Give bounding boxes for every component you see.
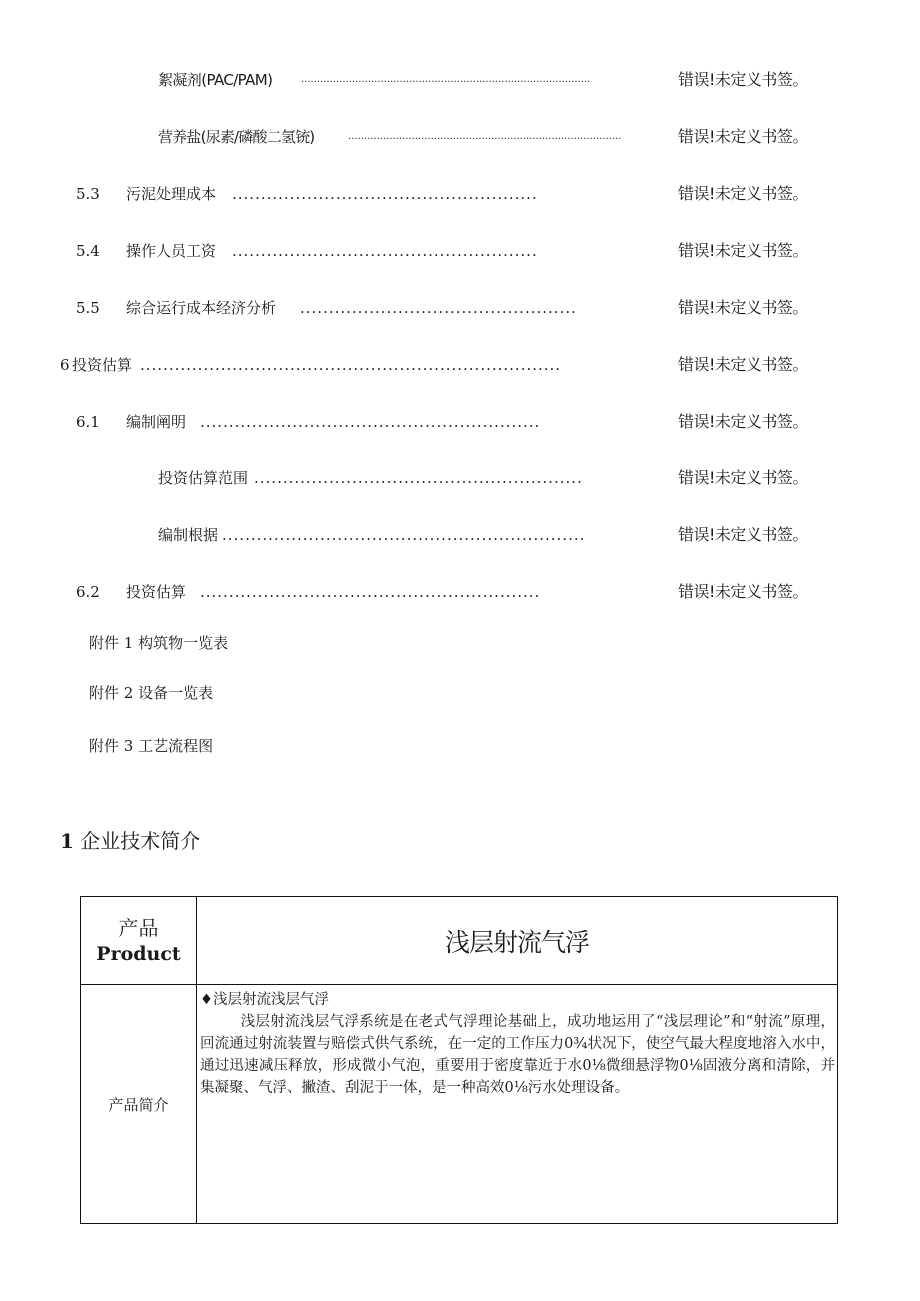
toc-entry-page: 错误!未定义书签。 — [678, 525, 808, 544]
toc-entry[interactable] — [158, 466, 818, 490]
toc-entry-page: 错误!未定义书签。 — [678, 184, 808, 203]
toc-leader-dots: ......................................................................... — [140, 356, 562, 374]
toc-entry-page: 错误!未定义书签。 — [678, 298, 808, 317]
toc-entry-number: 6.1 — [76, 413, 100, 431]
toc-entry-page: 错误!未定义书签。 — [678, 241, 808, 260]
toc-leader-dots: ................................................ — [300, 299, 577, 317]
toc-appendix[interactable]: 附件 3 工艺流程图 — [89, 737, 214, 755]
product-intro-cell — [197, 985, 838, 1224]
product-label-cell — [81, 897, 197, 985]
toc-entry-title: 编制根据 — [158, 526, 219, 544]
toc-entry[interactable] — [158, 68, 818, 92]
toc-entry-page: 错误!未定义书签。 — [678, 412, 808, 431]
toc-entry-number: 5.4 — [76, 242, 100, 260]
product-intro-bullet: ♦浅层射流浅层气浮 — [200, 992, 329, 1008]
toc-appendix[interactable]: 附件 1 构筑物一览表 — [89, 634, 229, 652]
toc-leader-dots: ........................................................... — [200, 413, 541, 431]
toc-entry-title: 综合运行成本经济分析 — [126, 299, 277, 317]
toc-entry-title: 营养盐(尿素/磷酸二氢铳) — [158, 128, 315, 146]
toc-leader-dots: ..................................................... — [232, 242, 538, 260]
product-name: 浅层射流气浮 — [197, 897, 838, 985]
toc-entry-title: 投资估算 — [72, 356, 133, 374]
toc-entry[interactable] — [76, 580, 818, 604]
toc-entry-page: 错误!未定义书签。 — [678, 468, 808, 487]
toc-leader-dots: ........................................................................................... — [301, 74, 591, 85]
toc-entry-title: 操作人员工资 — [126, 242, 217, 260]
section-title: 企业技术简介 — [80, 829, 201, 853]
toc-entry-title: 投资估算 — [126, 583, 187, 601]
product-table — [80, 896, 838, 1224]
toc-entry-page: 错误!未定义书签。 — [678, 582, 808, 601]
toc-entry[interactable] — [76, 182, 818, 206]
toc-entry-page: 错误!未定义书签。 — [678, 127, 808, 146]
section-number: 1 — [60, 829, 74, 853]
toc-entry-number: 6.2 — [76, 583, 100, 601]
toc-entry-number: 6 — [60, 356, 70, 374]
toc-leader-dots: ......................................................... — [254, 469, 583, 487]
toc-leader-dots: ............................................................... — [222, 526, 586, 544]
toc-entry-title: 污泥处理成本 — [126, 185, 217, 203]
toc-entry[interactable] — [76, 410, 818, 434]
toc-entry[interactable] — [76, 239, 818, 263]
product-label-en: Product — [96, 942, 181, 965]
toc-entry-title: 投资估算范围 — [158, 469, 249, 487]
section-heading — [60, 827, 200, 855]
toc-entry-title: 编制阐明 — [126, 413, 187, 431]
toc-entry-number: 5.5 — [76, 299, 100, 317]
product-label-cn: 产品 — [118, 915, 159, 940]
toc-leader-dots: ........................................................... — [200, 583, 541, 601]
toc-entry[interactable] — [158, 125, 818, 149]
product-intro-text: 浅层射流浅层气浮系统是在老式气浮理论基础上，成功地运用了“浅层理论”和“射流”原理，回流通过射流装置与赔偿式供气系统，在一定的工作压力0¾状况下，使空气最大程度地溶入水中，通过迅速减压释放，形成微小气泡，重要用于密度靠近于水0⅛微细悬浮物0⅛固液分离和清除，并集凝聚、气浮、撇渣、刮泥于一体，是一种高效0⅛污水处理设备。 — [200, 1014, 835, 1096]
toc-entry-page: 错误!未定义书签。 — [678, 70, 808, 89]
toc-leader-dots: ...................................................................................... — [348, 131, 622, 142]
toc-entry-page: 错误!未定义书签。 — [678, 355, 808, 374]
toc-entry[interactable] — [158, 523, 818, 547]
toc-appendix[interactable]: 附件 2 设备一览表 — [89, 684, 214, 702]
product-intro-label: 产品简介 — [81, 985, 197, 1224]
toc-entry[interactable] — [76, 296, 818, 320]
toc-entry[interactable] — [60, 353, 818, 377]
toc-entry-title: 絮凝剂(PAC/PAM) — [158, 71, 273, 89]
toc-entry-number: 5.3 — [76, 185, 100, 203]
toc-leader-dots: ..................................................... — [232, 185, 538, 203]
